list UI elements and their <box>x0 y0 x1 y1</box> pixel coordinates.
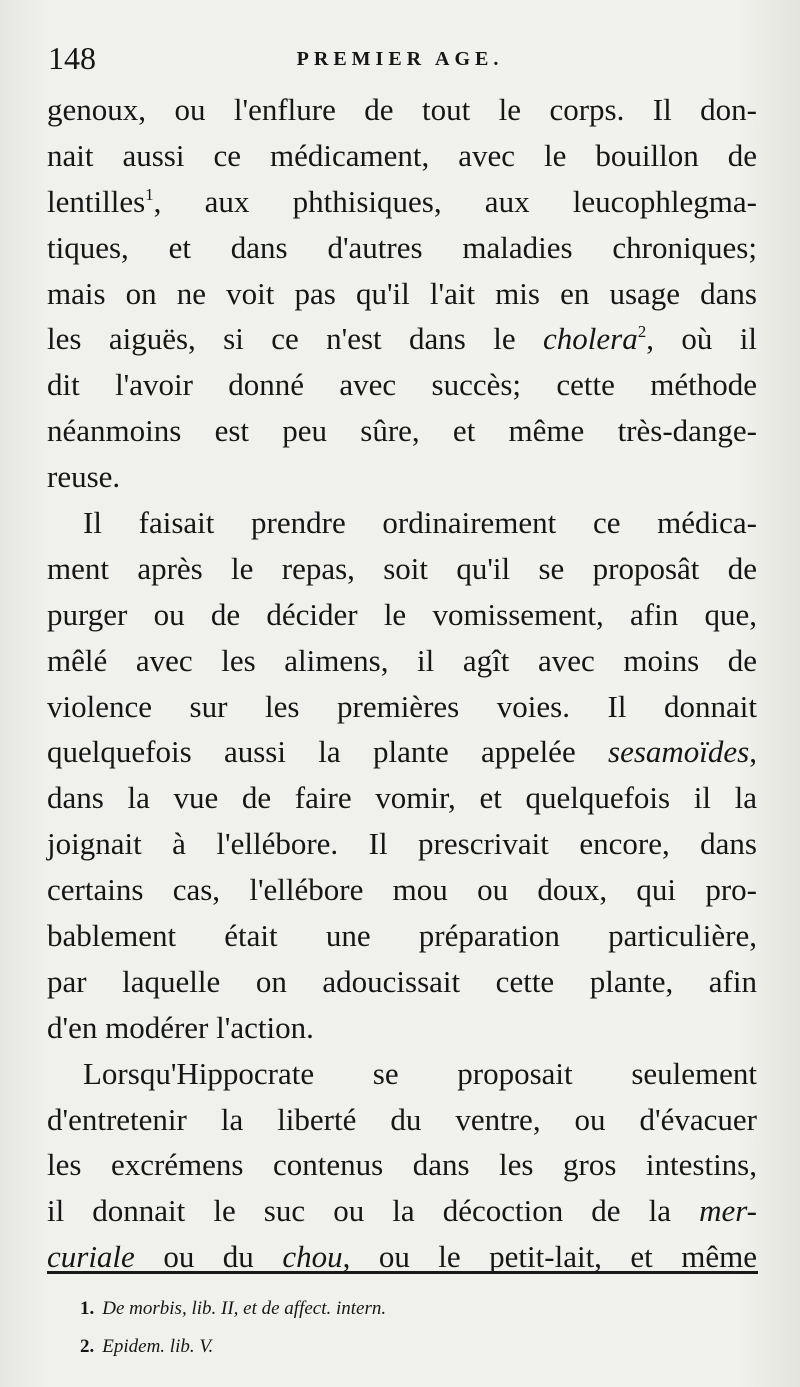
text-line: mais on ne voit pas qu'il l'ait mis en usage dans <box>47 275 757 311</box>
footnote-1: 1. De morbis, lib. II, et de affect. intern. <box>80 1298 387 1319</box>
text-line: dans la vue de faire vomir, et quelquefois il la <box>47 780 757 816</box>
text-line: par laquelle on adoucissait cette plante, afin <box>47 963 757 999</box>
text-line: joignait à l'ellébore. Il prescrivait encore, dans <box>47 826 757 862</box>
text-line: violence sur les premières voies. Il donnait <box>47 688 757 724</box>
page-header <box>48 40 752 80</box>
text-line: nait aussi ce médicament, avec le bouillon de <box>47 137 757 173</box>
text-line: quelquefois aussi la plante appelée sesamoïdes, <box>47 734 757 770</box>
text-line: d'entretenir la liberté du ventre, ou d'évacuer <box>47 1101 757 1137</box>
footnotes <box>80 1290 680 1366</box>
paragraph-start: Lorsqu'Hippocrate se proposait seulement <box>83 1055 757 1091</box>
note-ref-2[interactable]: 2 <box>637 322 647 342</box>
text-line: les aiguës, si ce n'est dans le cholera$^2$, où il <box>47 321 757 357</box>
note-ref-1[interactable]: 1 <box>145 184 154 204</box>
text-line: certains cas, l'ellébore mou ou doux, qui pro- <box>47 872 757 908</box>
text-line: néanmoins est peu sûre, et même très-dange- <box>47 413 757 449</box>
text-line: il donnait le suc ou la décoction de la mer- <box>47 1193 757 1229</box>
text-line: mêlé avec les alimens, il agît avec moins de <box>47 642 757 678</box>
text-line: purger ou de décider le vomissement, afin que, <box>47 596 757 632</box>
text-line: curiale ou du chou, ou le petit-lait, et même <box>47 1239 758 1275</box>
text-line: lentilles$^1$, aux phthisiques, aux leucophlegma- <box>47 183 757 219</box>
footnote-divider <box>47 1271 758 1274</box>
text-line: d'en modérer l'action. <box>47 1009 314 1045</box>
main-text <box>47 87 757 1280</box>
text-line: dit l'avoir donné avec succès; cette méthode <box>47 367 757 403</box>
text-line: reuse. <box>47 459 121 495</box>
text-line: genoux, ou l'enflure de tout le corps. Il don- <box>47 92 757 127</box>
text-line: tiques, et dans d'autres maladies chroniques; <box>47 229 757 265</box>
page-number: 148 <box>48 40 96 76</box>
footnote-2: 2. Epidem. lib. V. <box>80 1336 214 1357</box>
text-line: ment après le repas, soit qu'il se proposât de <box>47 550 757 586</box>
paragraph-start: Il faisait prendre ordinairement ce médica- <box>83 505 757 541</box>
text-line: les excrémens contenus dans les gros intestins, <box>47 1147 757 1183</box>
running-title: PREMIER AGE. <box>296 48 504 70</box>
text-line: bablement était une préparation particulière, <box>47 918 757 954</box>
